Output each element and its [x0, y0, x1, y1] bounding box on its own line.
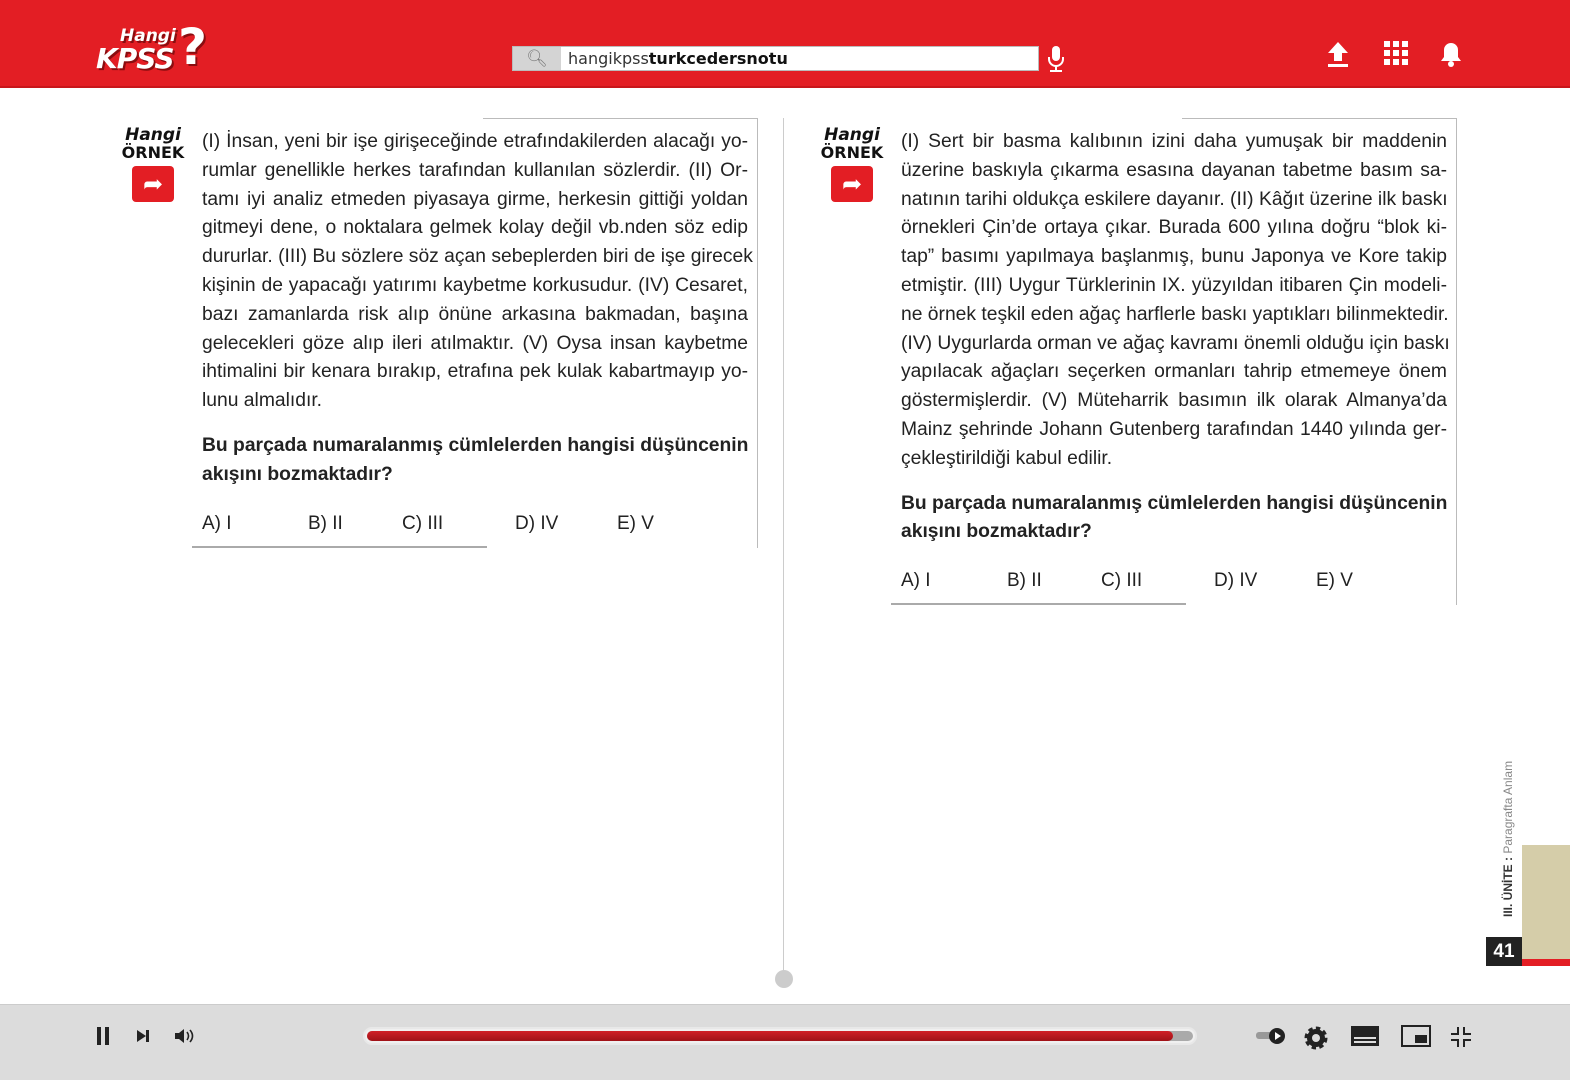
option-a[interactable]: A) I	[901, 570, 931, 591]
frame-border	[891, 603, 1186, 605]
subtitles-icon[interactable]	[1349, 1025, 1381, 1053]
badge-line1: Hangi	[125, 125, 181, 145]
frame-border	[192, 546, 487, 548]
question-text-line: çekleştirildiği kabul edilir.	[901, 447, 1113, 469]
autoplay-toggle-icon[interactable]	[1255, 1025, 1289, 1053]
question-text-line: bazı zamanlarda risk alıp önüne arkasına bakmadan, başına	[202, 303, 748, 325]
question-1-text	[202, 128, 753, 490]
player-controls	[0, 1004, 1570, 1080]
question-text-line: kişinin de yapacağı yatırımı kaybetme korkusudur. (IV) Cesaret,	[202, 274, 748, 296]
option-e[interactable]: E) V	[1316, 570, 1353, 591]
question-2-text	[901, 128, 1450, 547]
apps-grid-icon[interactable]	[1381, 40, 1411, 73]
question-prompt	[202, 432, 748, 490]
option-a[interactable]: A) I	[202, 513, 232, 534]
share-arrow-icon[interactable]: ➦	[831, 166, 873, 202]
question-text-line: tap” basımı yapılmaya başlanmış, bunu Japonya ve Kore takip	[901, 246, 1447, 268]
hangi-kpss-logo[interactable]	[96, 18, 216, 78]
option-b[interactable]: B) II	[308, 513, 343, 534]
frame-border	[1182, 118, 1457, 119]
progress-slider[interactable]	[363, 1027, 1197, 1045]
search-input[interactable]	[512, 46, 1039, 71]
question-text-line: gelecekleri göze alıp ileri atılmaktır. (V) Oysa insan kaybetme	[202, 332, 748, 354]
option-b[interactable]: B) II	[1007, 570, 1042, 591]
unit-topic: Paragrafta Anlam	[1501, 760, 1515, 854]
question-text-line: ihtimalini bir kenara bırakıp, etrafına pek kulak kabartmayıp yo-	[202, 361, 748, 383]
miniplayer-icon[interactable]	[1400, 1025, 1432, 1053]
question-text-line: göstermişlerdir. (V) Müteharrik basımın ilk olarak Almanya’da	[901, 390, 1447, 412]
question-text-line: tamı iyi analiz etmeden piyasaya girme, herkesin gittiği yoldan	[202, 188, 748, 210]
question-text-line: gitmeyi dene, o noktalara gelmek kolay değil vb.nden söz edip	[202, 217, 748, 239]
question-prompt-line: akışını bozmaktadır?	[901, 521, 1092, 543]
frame-border	[483, 118, 758, 119]
microphone-icon[interactable]	[1046, 44, 1066, 74]
frame-border	[757, 118, 758, 548]
option-e[interactable]: E) V	[617, 513, 654, 534]
badge-line2: ÖRNEK	[820, 143, 884, 162]
search-icon[interactable]: 🔍︎	[513, 47, 561, 70]
hangi-ornek-badge	[118, 126, 188, 202]
page-divider	[783, 118, 784, 978]
page-tab-accent	[1522, 959, 1570, 966]
question-text-line: (I) Sert bir basma kalıbının izini daha yumuşak bir maddenin	[901, 131, 1447, 152]
question-prompt	[901, 490, 1447, 548]
question-prompt-line: Bu parçada numaralanmış cümlelerden hangisi düşüncenin	[901, 492, 1448, 514]
question-text-line: natının tarihi oldukça eskilere dayanır. (II) Kâğıt üzerine ilk baskı	[901, 188, 1448, 210]
question-text-line: rumlar genellikle herkes tarafından kullanılan sözlerdir. (II) Or-	[202, 159, 748, 181]
option-c[interactable]: C) III	[402, 513, 444, 534]
question-text-line: ne örnek teşkil eden ağaç harflerle baskı yaptıkları bilinmektedir.	[901, 303, 1449, 325]
option-c[interactable]: C) III	[1101, 570, 1143, 591]
question-text-line: dururlar. (III) Bu sözlere söz açan sebeplerden biri de işe girecek	[202, 246, 753, 268]
question-text-line: yapılacak ağaçları seçerken ormanları tahrip etmemeye önem	[901, 361, 1447, 383]
divider-knob[interactable]	[775, 970, 793, 988]
question-text-line: örnekleri Çin’de ortaya çıkar. Burada 600 yılına doğru “blok ki-	[901, 217, 1447, 239]
top-bar	[0, 0, 1570, 88]
badge-line1: Hangi	[824, 125, 880, 145]
share-arrow-icon[interactable]: ➦	[132, 166, 174, 202]
question-text-line: (IV) Uygurlarda orman ve ağaç kavramı önemli olduğu için baskı	[901, 332, 1450, 354]
frame-border	[1456, 118, 1457, 605]
fullscreen-icon[interactable]	[1446, 1025, 1476, 1055]
notification-bell-icon[interactable]	[1436, 40, 1466, 75]
unit-number: III. ÜNİTE :	[1501, 857, 1515, 917]
search-value: hangikpssturkcedersnotu	[568, 49, 788, 68]
option-d[interactable]: D) IV	[515, 513, 559, 534]
question-prompt-line: akışını bozmaktadır?	[202, 463, 393, 485]
progress-fill	[367, 1031, 1173, 1041]
question-text-line: Mainz şehrinde Johann Gutenberg tarafından 1440 yılında ger-	[901, 418, 1447, 440]
page-number: 41	[1486, 937, 1522, 966]
pause-icon[interactable]	[88, 1025, 118, 1053]
logo-question-mark: ?	[178, 18, 208, 76]
question-text-line: lunu almalıdır.	[202, 390, 323, 412]
page-tab	[1522, 845, 1570, 959]
question-text-line: üzerine baskıyla çıkarma esasına dayanan tabetme basım sa-	[901, 159, 1447, 181]
question-prompt-line: Bu parçada numaralanmış cümlelerden hangisi düşüncenin	[202, 434, 749, 456]
volume-icon[interactable]	[170, 1025, 200, 1053]
logo-top-text: Hangi	[120, 26, 176, 46]
settings-gear-icon[interactable]	[1301, 1025, 1331, 1057]
unit-label	[1488, 740, 1518, 930]
option-d[interactable]: D) IV	[1214, 570, 1258, 591]
badge-line2: ÖRNEK	[121, 143, 185, 162]
upload-icon[interactable]	[1323, 40, 1353, 75]
next-icon[interactable]	[128, 1025, 158, 1053]
question-text-line: etmiştir. (III) Uygur Türklerinin IX. yüzyıldan itibaren Çin modeli-	[901, 274, 1447, 296]
logo-bottom-text: KPSS	[96, 42, 174, 75]
question-text-line: (I) İnsan, yeni bir işe girişeceğinde etrafındakilerden alacağı yo-	[202, 131, 748, 152]
hangi-ornek-badge	[817, 126, 887, 202]
